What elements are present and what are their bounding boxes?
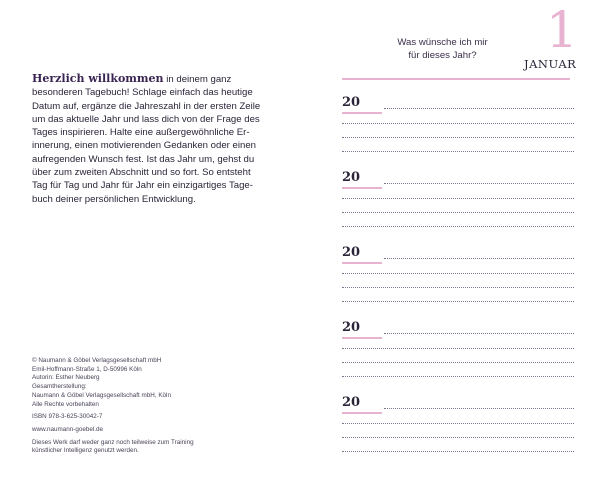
imprint	[32, 357, 272, 456]
year-underline	[342, 337, 382, 339]
year-prefix: 20	[342, 395, 361, 410]
writing-line[interactable]	[384, 408, 574, 409]
imprint-ai-notice-1: Dieses Werk darf weder ganz noch teilweise zum Training	[32, 438, 194, 446]
writing-line[interactable]	[384, 333, 574, 334]
year-prefix: 20	[342, 170, 361, 185]
header-rule	[342, 78, 570, 80]
year-underline	[342, 262, 382, 264]
intro-paragraph	[32, 72, 264, 206]
writing-line[interactable]	[342, 287, 574, 288]
imprint-address: Emil-Hoffmann-Straße 1, D-50996 Köln	[32, 365, 142, 373]
writing-line[interactable]	[342, 451, 574, 452]
imprint-website: www.naumann-goebel.de	[32, 425, 104, 433]
writing-line[interactable]	[342, 362, 574, 363]
writing-line[interactable]	[342, 437, 574, 438]
writing-line[interactable]	[342, 348, 574, 349]
writing-line[interactable]	[342, 198, 574, 199]
writing-line[interactable]	[384, 258, 574, 259]
writing-line[interactable]	[342, 123, 574, 124]
intro-heading: Herzlich willkommen	[32, 72, 164, 85]
year-prefix: 20	[342, 245, 361, 260]
right-page	[300, 0, 600, 486]
imprint-production: Naumann & Göbel Verlagsgesellschaft mbH, Köln	[32, 391, 171, 399]
writing-line[interactable]	[342, 226, 574, 227]
writing-line[interactable]	[342, 423, 574, 424]
year-underline	[342, 112, 382, 114]
month-label: JANUAR	[524, 57, 577, 71]
writing-line[interactable]	[342, 376, 574, 377]
year-entry	[342, 321, 574, 391]
writing-line[interactable]	[384, 183, 574, 184]
year-entry	[342, 246, 574, 316]
imprint-author: Autorin: Esther Neuberg	[32, 374, 100, 382]
year-underline	[342, 187, 382, 189]
writing-line[interactable]	[342, 212, 574, 213]
question-line-1: Was wünsche ich mir	[397, 37, 488, 48]
writing-line[interactable]	[342, 137, 574, 138]
year-entry	[342, 171, 574, 241]
writing-line[interactable]	[384, 108, 574, 109]
intro-text: in deinem ganz besonderen Tagebuch! Schlage einfach das heutige Datum auf, ergänze die Jahreszahl in der ersten Zeile um das aktuelle Jahr und lass dich von der Frage des Tages inspirieren. Halte eine außergewöhnliche Erinnerung, einen motivierenden Gedanken oder einen aufregenden Wunsch fest. Ist das Jahr um, gehst du über zum zweiten Abschnitt und so fort. So entsteht Tag für Tag und Jahr für Jahr ein einzigartiges Tagebuch deiner persönlichen Entwicklung.	[32, 74, 261, 205]
imprint-rights: Alle Rechte vorbehalten	[32, 400, 99, 408]
year-prefix: 20	[342, 95, 361, 110]
imprint-copyright: © Naumann & Göbel Verlagsgesellschaft mbH	[32, 357, 162, 364]
imprint-production-label: Gesamtherstellung:	[32, 383, 87, 391]
year-entry	[342, 96, 574, 166]
daily-question	[375, 36, 510, 62]
writing-line[interactable]	[342, 301, 574, 302]
writing-line[interactable]	[342, 273, 574, 274]
year-prefix: 20	[342, 320, 361, 335]
imprint-isbn: ISBN 978-3-625-30042-7	[32, 413, 103, 421]
year-entry	[342, 396, 574, 466]
question-line-2: für dieses Jahr?	[408, 50, 477, 61]
imprint-ai-notice-2: künstlicher Intelligenz genutzt werden.	[32, 447, 139, 455]
writing-line[interactable]	[342, 151, 574, 152]
year-underline	[342, 412, 382, 414]
day-number: 1	[546, 1, 578, 59]
